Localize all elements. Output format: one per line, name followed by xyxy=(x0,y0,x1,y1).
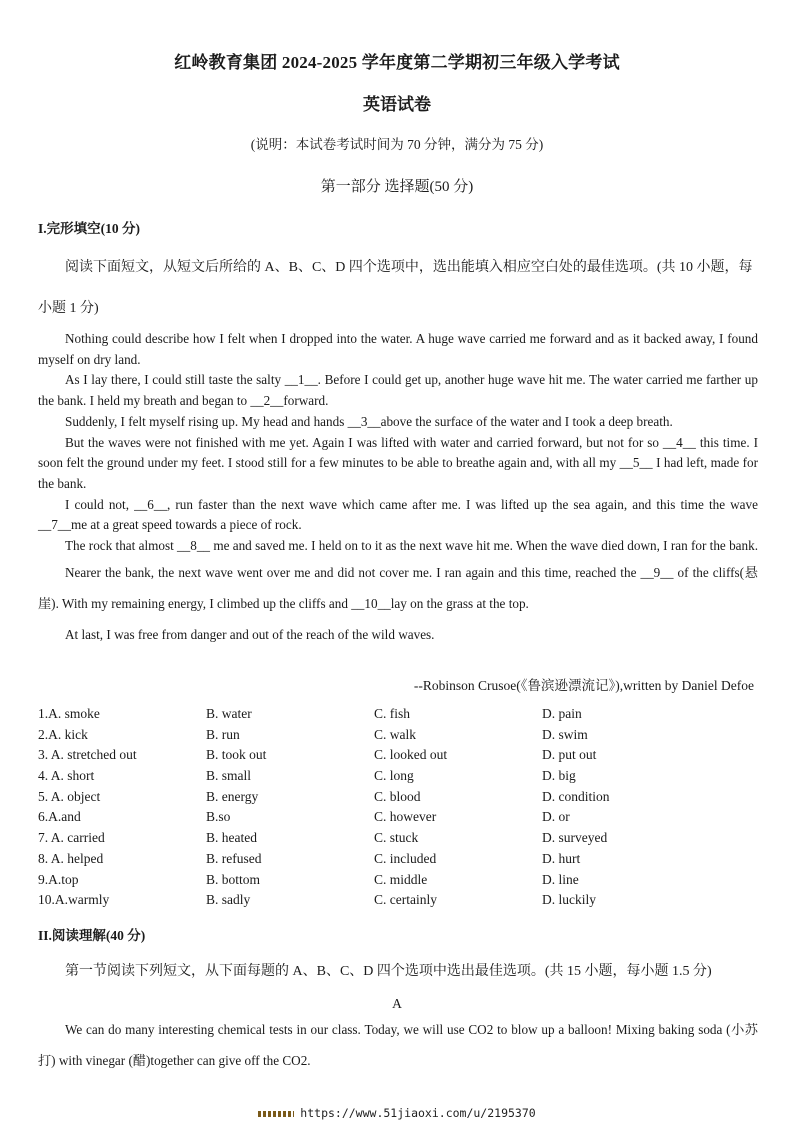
passage-paragraph: I could not, __6__, run faster than the next wave which came after me. I was lifted up the sea again, and this time the wave __7__me at a great speed towards a piece of rock. xyxy=(38,496,758,533)
option-a: 10.A.warmly xyxy=(38,892,110,908)
option-d: D. or xyxy=(542,809,570,825)
option-b: B. heated xyxy=(206,830,257,846)
option-c: C. walk xyxy=(374,726,416,742)
option-row xyxy=(38,704,758,725)
reading-passage-a: We can do many interesting chemical tests in our class. Today, we will use CO2 to blow up a balloon! Mixing baking soda (小苏打) with vinegar (醋)together can give off the CO2. xyxy=(38,1022,758,1068)
option-b: B. took out xyxy=(206,747,267,763)
exam-note: (说明：本试卷考试时间为 70 分钟，满分为 75 分) xyxy=(250,137,544,152)
option-b: B. small xyxy=(206,768,252,784)
option-c: C. fish xyxy=(374,706,411,721)
option-a: 5. A. object xyxy=(38,788,101,804)
option-d: D. condition xyxy=(542,788,610,804)
option-a: 3. A. stretched out xyxy=(38,747,137,763)
option-b: B. bottom xyxy=(206,871,261,887)
option-d: D. luckily xyxy=(542,892,596,908)
option-c: C. however xyxy=(374,809,437,825)
passage-paragraph: Nothing could describe how I felt when I dropped into the water. A huge wave carried me forward and as it backed away, I found myself on dry land. xyxy=(38,331,758,367)
option-b: B.so xyxy=(206,809,231,825)
option-row xyxy=(38,787,758,808)
section1-heading: I.完形填空(10 分) xyxy=(38,221,140,236)
option-row xyxy=(38,870,758,891)
option-a: 2.A. kick xyxy=(38,726,88,742)
option-c: C. included xyxy=(374,850,437,866)
exam-title: 红岭教育集团 2024-2025 学年度第二学期初三年级入学考试 xyxy=(174,53,620,72)
option-d: D. pain xyxy=(542,706,582,721)
option-b: B. sadly xyxy=(206,892,251,908)
option-d: D. put out xyxy=(542,747,597,763)
option-a: 1.A. smoke xyxy=(38,706,100,721)
passage-label: A xyxy=(392,996,402,1011)
option-row xyxy=(38,725,758,746)
option-d: D. swim xyxy=(542,726,588,742)
option-c: C. middle xyxy=(374,871,428,887)
section2-instruction: 第一节阅读下列短文，从下面每题的 A、B、C、D 四个选项中选出最佳选项。(共 15 小题，每小题 1.5 分) xyxy=(65,964,712,979)
section2-heading: II.阅读理解(40 分) xyxy=(38,928,146,943)
option-c: C. blood xyxy=(374,788,421,804)
options-table xyxy=(38,704,758,911)
option-row xyxy=(38,849,758,870)
option-row xyxy=(38,807,758,828)
option-row xyxy=(38,745,758,766)
option-c: C. long xyxy=(374,768,414,784)
watermark-logo-icon xyxy=(258,1111,294,1117)
option-d: D. surveyed xyxy=(542,830,608,846)
passage-paragraph: As I lay there, I could still taste the salty __1__. Before I could get up, another huge wave hit me. The water carried me farther up the bank. I held my breath and began to __2__forward. xyxy=(38,372,758,409)
footer xyxy=(0,1106,794,1120)
option-c: C. stuck xyxy=(374,830,419,846)
passage-paragraph: At last, I was free from danger and out of the reach of the wild waves. xyxy=(65,626,435,642)
part-heading: 第一部分 选择题(50 分) xyxy=(320,179,474,195)
option-a: 8. A. helped xyxy=(38,850,104,866)
option-d: D. big xyxy=(542,768,576,784)
option-b: B. run xyxy=(206,726,240,742)
option-row xyxy=(38,766,758,787)
footer-url[interactable]: https://www.51jiaoxi.com/u/2195370 xyxy=(300,1106,536,1120)
passage-source: --Robinson Crusoe(《鲁滨逊漂流记》),written by Daniel Defoe xyxy=(413,678,754,693)
passage-paragraph: Nearer the bank, the next wave went over me and did not cover me. I ran again and this time, reached the __9__ of the cliffs(悬崖). With my remaining energy, I climbed up the cliffs and __10__lay on the grass at the top. xyxy=(38,564,758,611)
option-d: D. line xyxy=(542,871,579,887)
passage-paragraph: The rock that almost __8__ me and saved me. I held on to it as the next wave hit me. When the wave died down, I ran for the bank. xyxy=(65,538,759,554)
option-a: 4. A. short xyxy=(38,768,95,784)
passage-paragraph: But the waves were not finished with me yet. Again I was lifted with water and carried forward, but not for so __4__ this time. I soon felt the ground under my feet. I stood still for a few minutes to be able to breathe again and, with all my __5__ I had left, made for the bank. xyxy=(38,434,758,491)
option-a: 6.A.and xyxy=(38,809,81,825)
option-b: B. energy xyxy=(206,788,259,804)
option-d: D. hurt xyxy=(542,850,581,866)
option-b: B. water xyxy=(206,706,252,721)
option-b: B. refused xyxy=(206,850,262,866)
option-a: 9.A.top xyxy=(38,871,79,887)
option-row xyxy=(38,890,758,911)
option-row xyxy=(38,828,758,849)
option-c: C. certainly xyxy=(374,892,437,908)
cloze-passage xyxy=(38,329,758,650)
exam-subtitle: 英语试卷 xyxy=(363,95,431,114)
option-c: C. looked out xyxy=(374,747,448,763)
passage-paragraph: Suddenly, I felt myself rising up. My head and hands __3__above the surface of the water and I took a deep breath. xyxy=(65,413,673,429)
section1-instruction: 阅读下面短文，从短文后所给的 A、B、C、D 四个选项中，选出能填入相应空白处的最佳选项。(共 10 小题，每小题 1 分) xyxy=(38,260,753,316)
option-a: 7. A. carried xyxy=(38,830,105,846)
